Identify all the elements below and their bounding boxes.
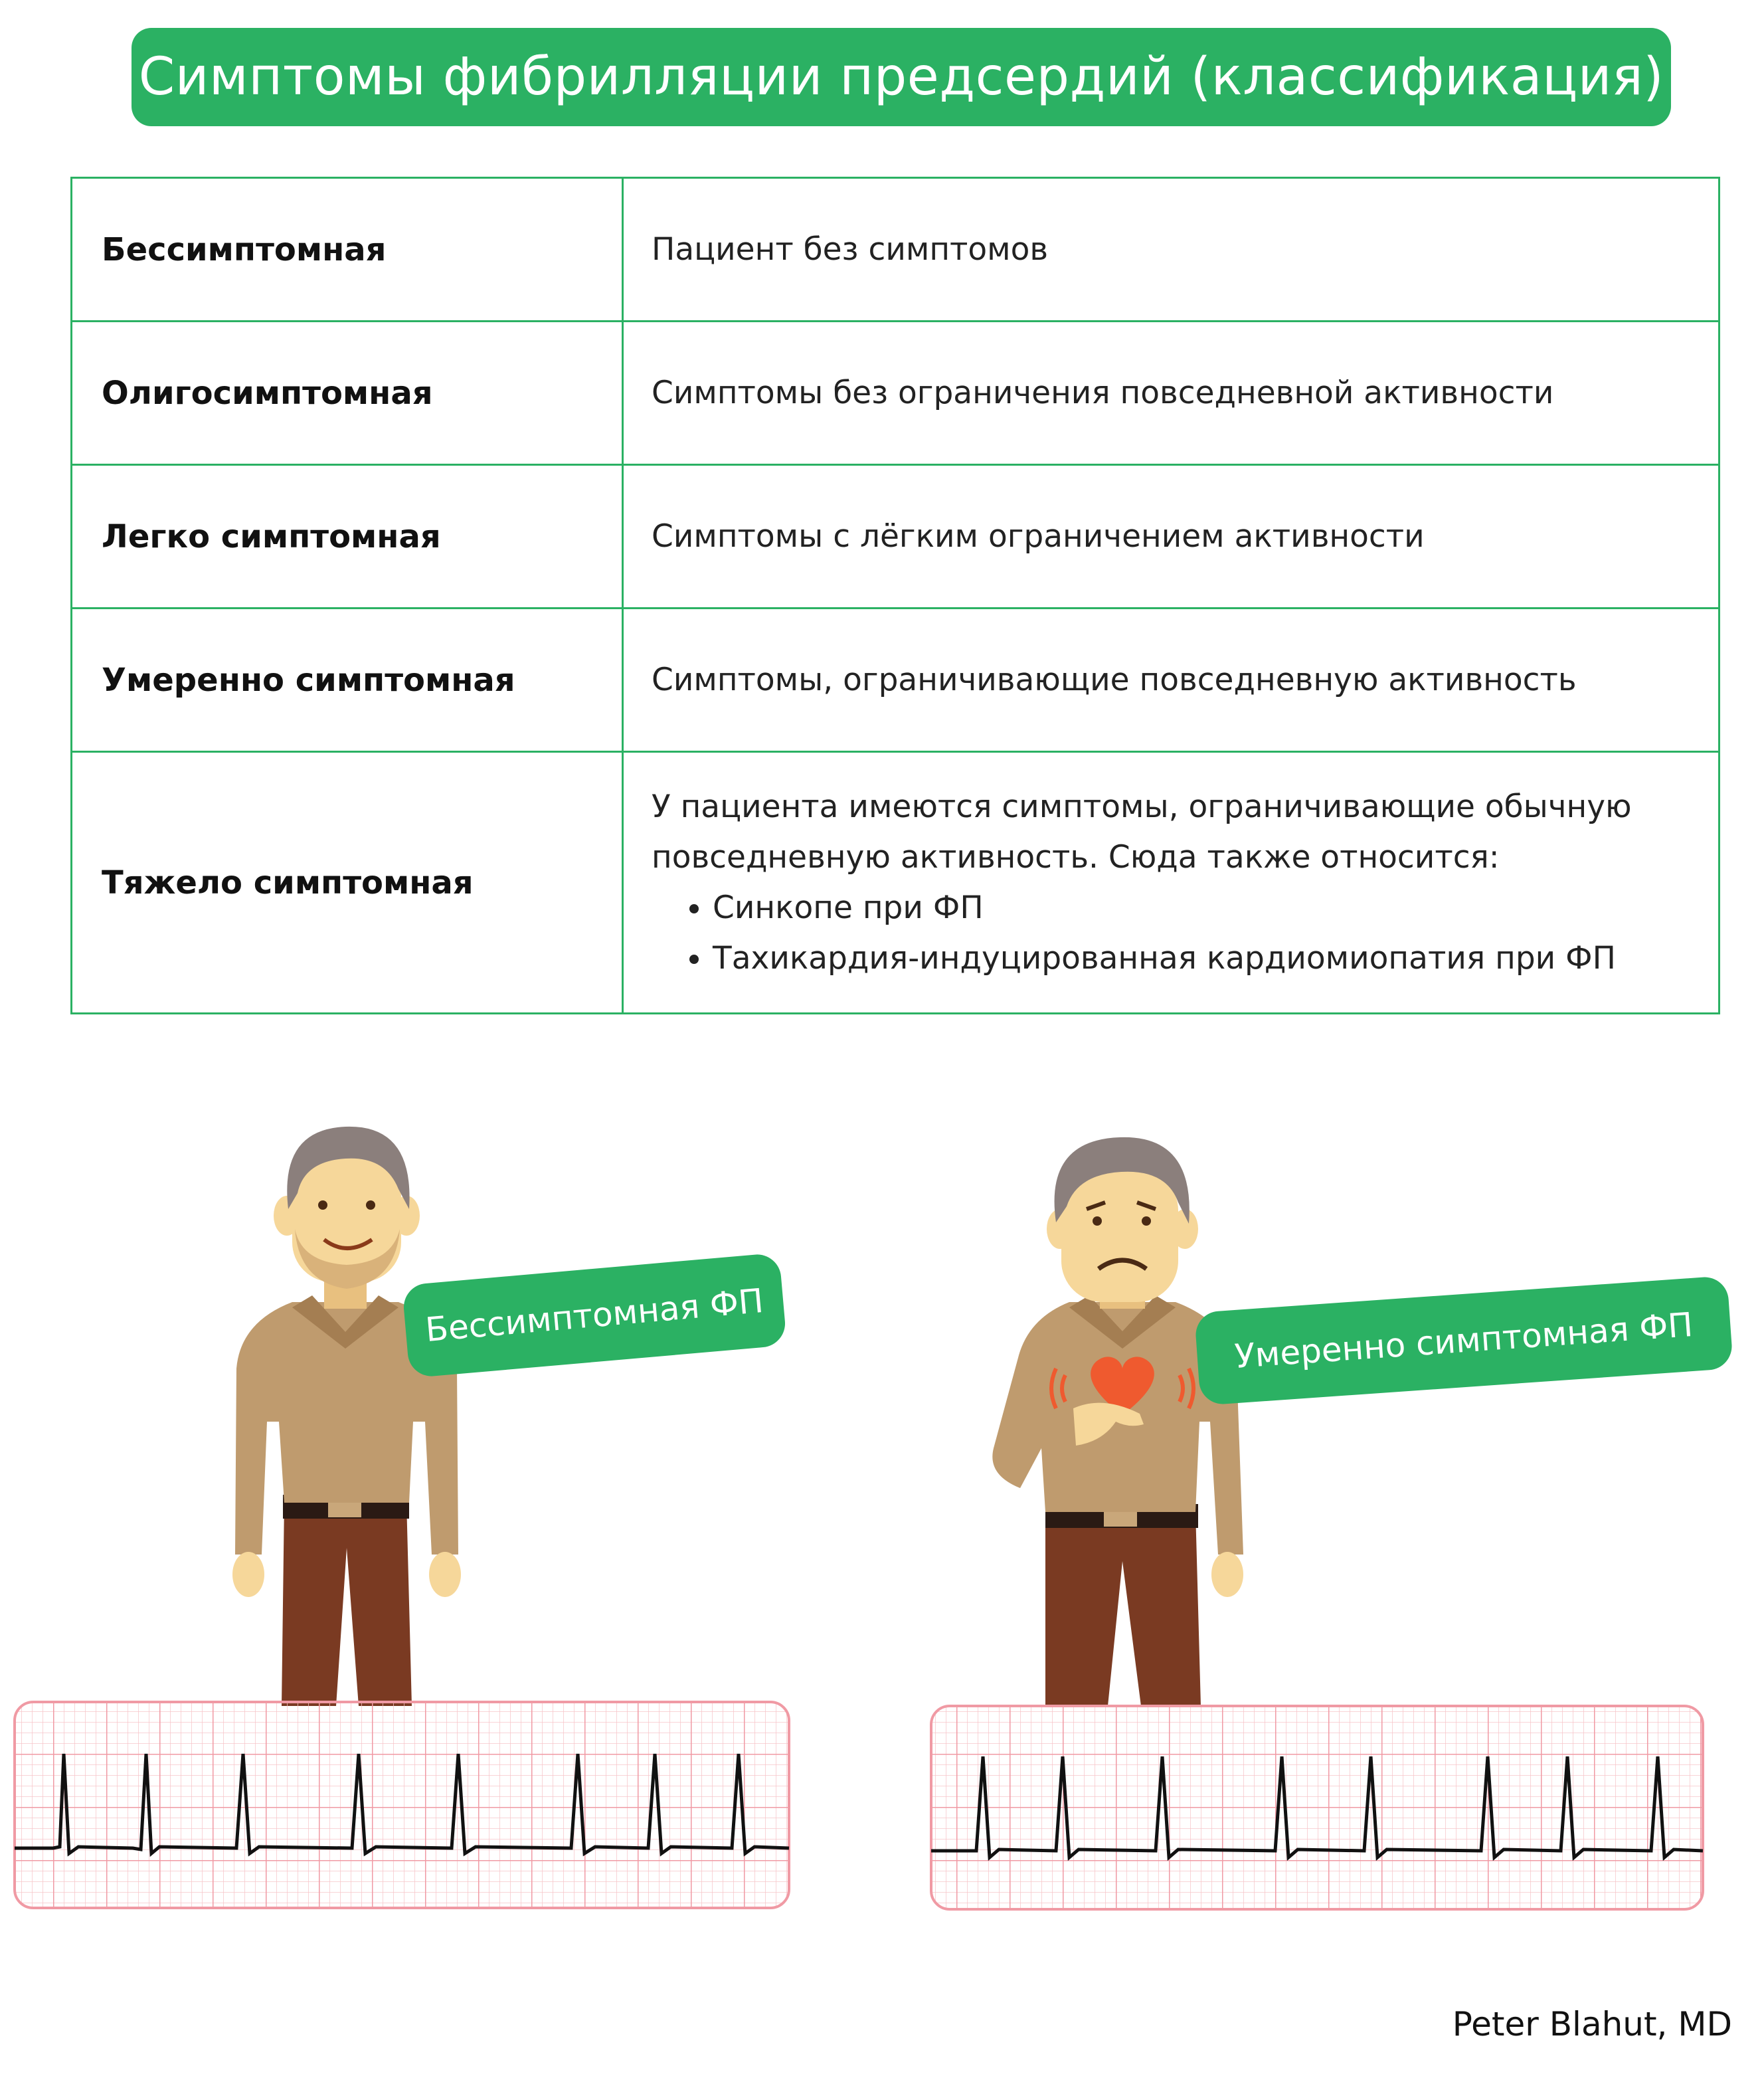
row-label: Олигосимптомная — [72, 322, 623, 465]
trousers — [282, 1501, 412, 1706]
bullet-list — [652, 883, 1698, 984]
row-description: Симптомы, ограничивающие повседневную активность — [623, 609, 1720, 752]
row-description: Симптомы с лёгким ограничением активности — [623, 465, 1720, 609]
ecg-strip-right — [931, 1706, 1703, 1909]
asymptomatic-label: Бессимптомная ФП — [424, 1281, 765, 1350]
table-row — [72, 609, 1720, 752]
face — [1061, 1169, 1178, 1302]
right-hand — [429, 1552, 461, 1597]
right-hand — [1211, 1552, 1243, 1597]
moderate-label: Умеренно симптомная ФП — [1233, 1305, 1694, 1376]
row-description-cell — [623, 752, 1720, 1014]
table-row — [72, 178, 1720, 322]
moderately-symptomatic-man-figure — [992, 1137, 1243, 1706]
author-credit: Peter Blahut, MD — [1452, 2005, 1732, 2043]
row-description: У пациента имеются симптомы, ограничивающие обычную повседневную активность. Сюда также относится: — [652, 788, 1632, 876]
table-row — [72, 465, 1720, 609]
bullet-item: • Тахикардия-индуцированная кардиомиопатия при ФП — [713, 933, 1698, 984]
illustration — [0, 1096, 1764, 1960]
ecg-strip-left — [15, 1702, 789, 1908]
trousers — [1045, 1511, 1201, 1706]
eye — [1142, 1216, 1151, 1226]
row-label: Тяжело симптомная — [72, 752, 623, 1014]
asymptomatic-man-figure — [232, 1127, 461, 1706]
eye — [366, 1200, 375, 1210]
row-description: Симптомы без ограничения повседневной активности — [623, 322, 1720, 465]
row-label: Бессимптомная — [72, 178, 623, 322]
row-description: Пациент без симптомов — [623, 178, 1720, 322]
bullet-item: • Синкопе при ФП — [713, 883, 1698, 933]
table-row — [72, 322, 1720, 465]
page-title-banner — [132, 28, 1671, 126]
table-row — [72, 752, 1720, 1014]
eye — [318, 1200, 327, 1210]
row-label: Умеренно симптомная — [72, 609, 623, 752]
eye — [1093, 1216, 1102, 1226]
page-title: Симптомы фибрилляции предсердий (классификация) — [138, 47, 1664, 107]
classification-table — [70, 177, 1720, 1014]
row-label: Легко симптомная — [72, 465, 623, 609]
left-hand — [232, 1552, 264, 1597]
